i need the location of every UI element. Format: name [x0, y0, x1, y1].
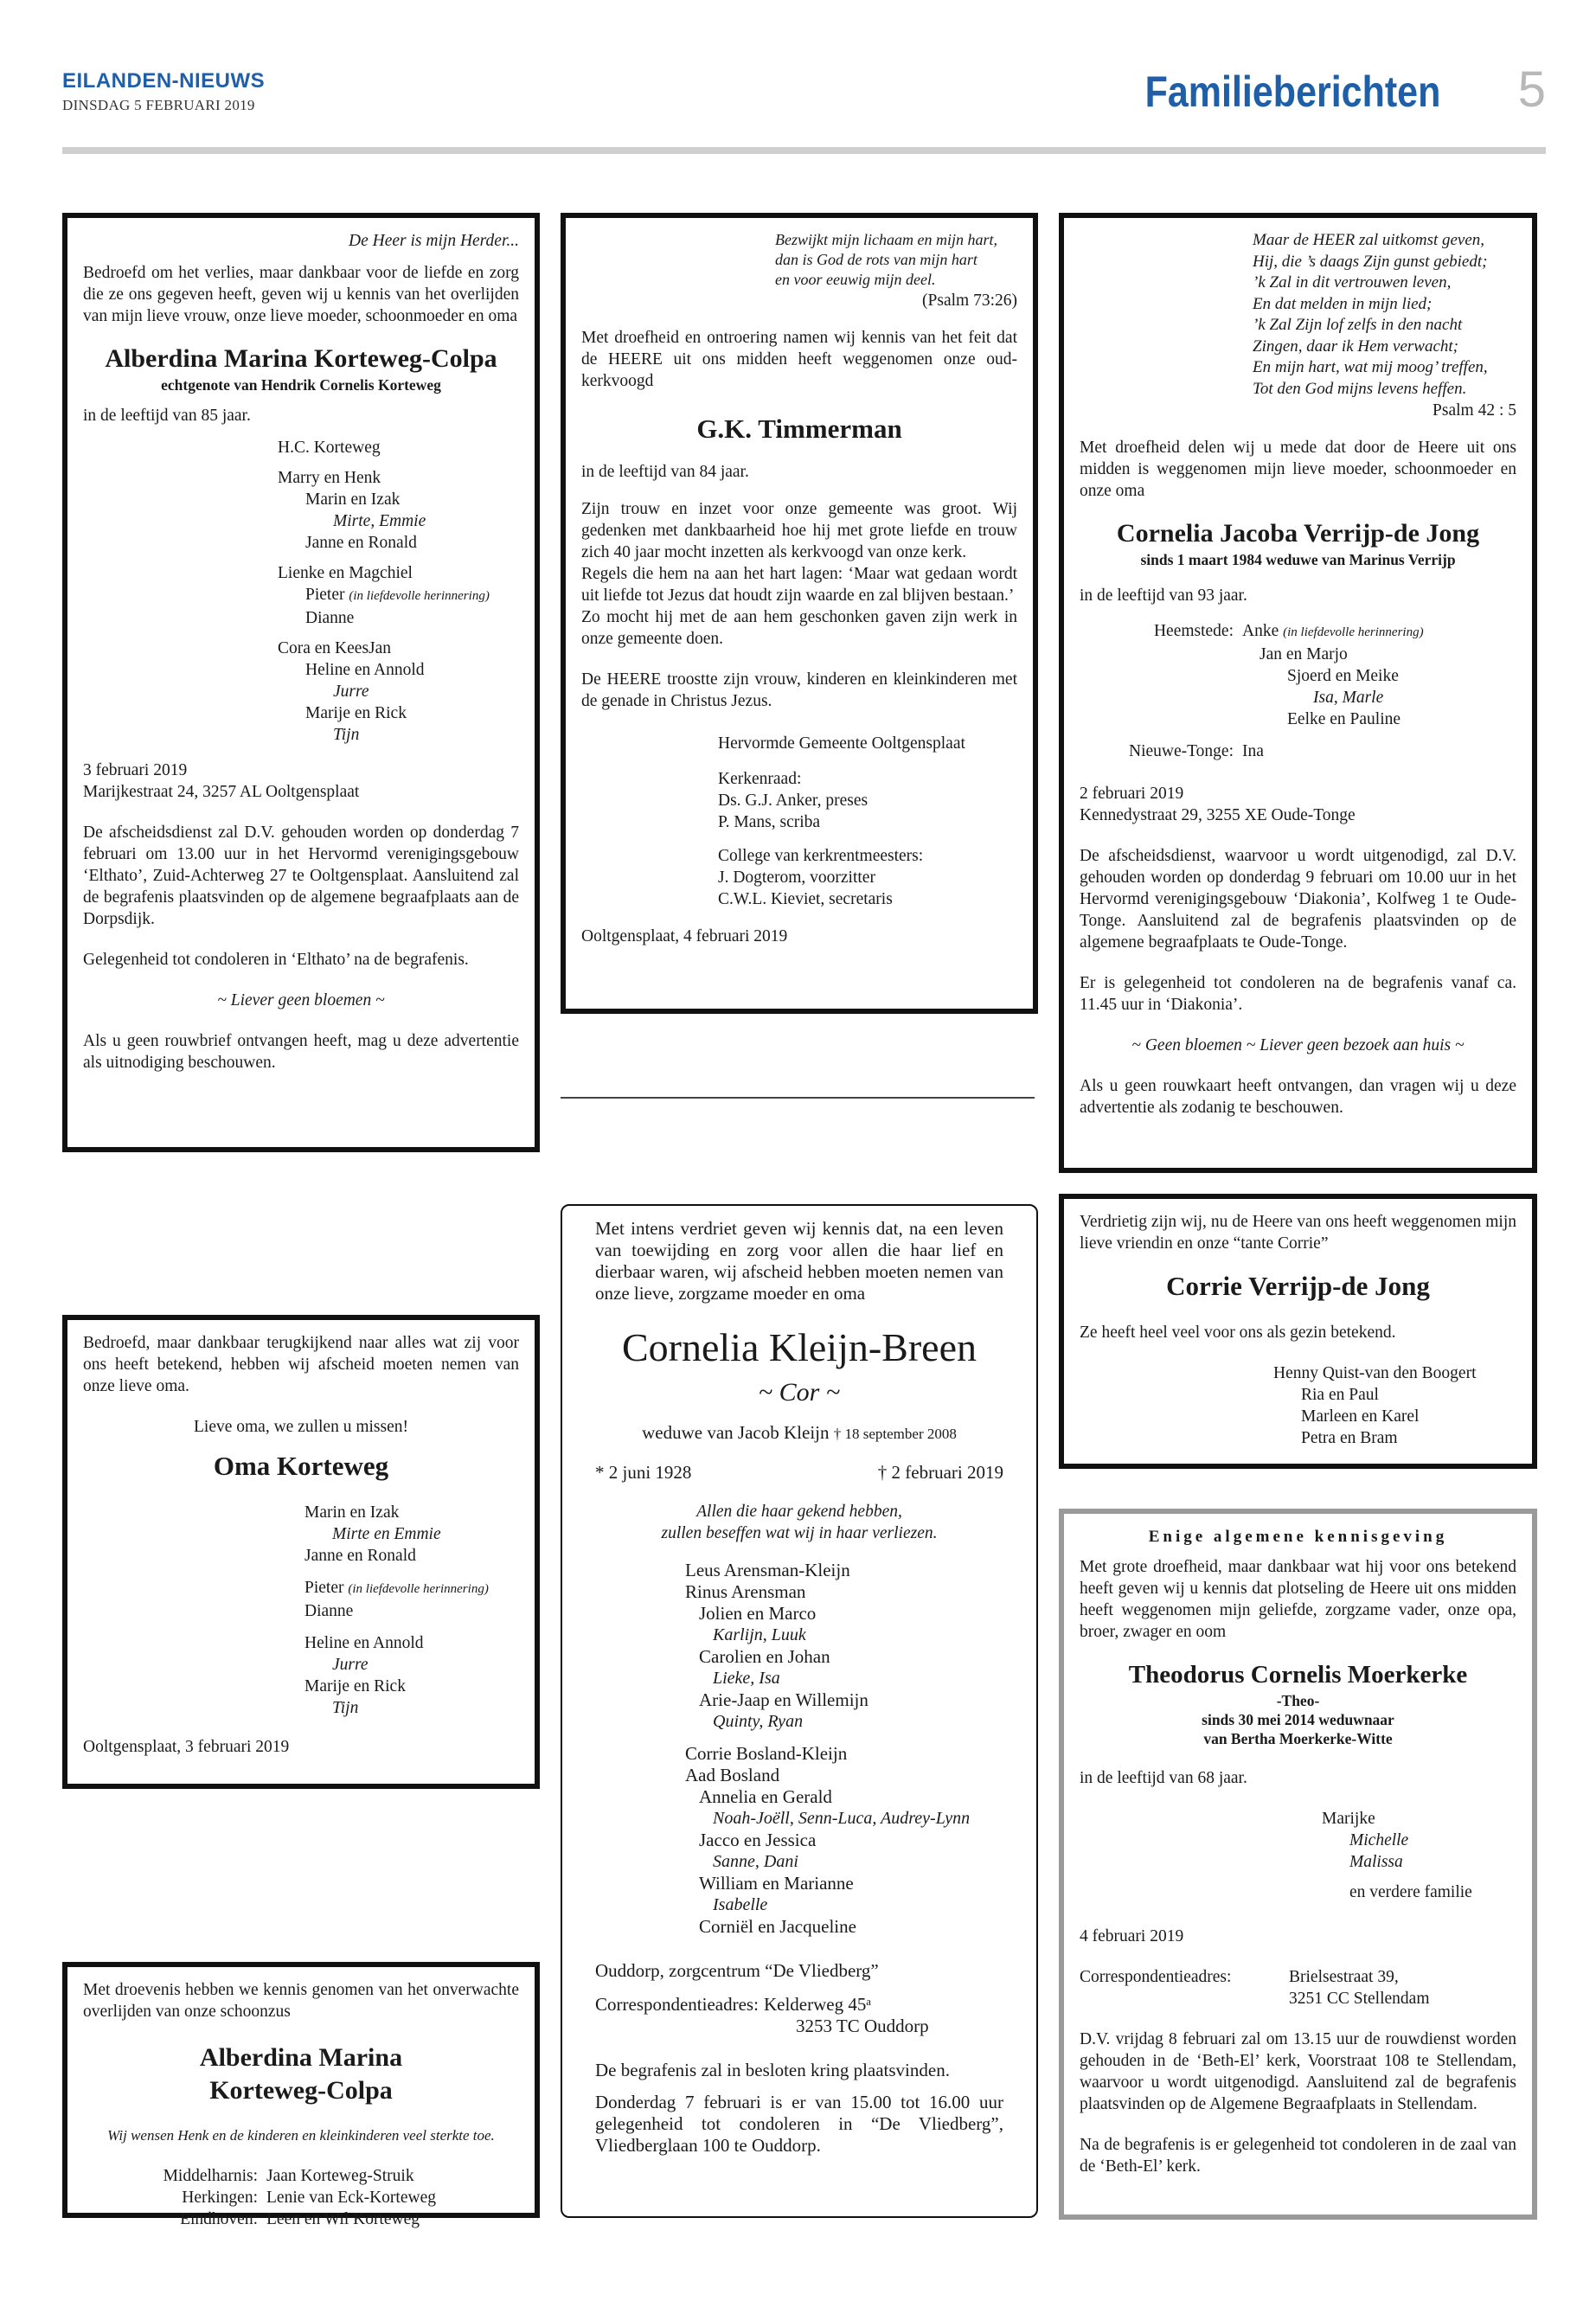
family-group: [278, 638, 519, 746]
family-member: Rinus Arensman: [685, 1581, 806, 1602]
wish-text: Wij wensen Henk en de kinderen en kleinkinderen veel sterkte toe.: [107, 2127, 495, 2144]
verse-line: Zingen, daar ik Hem verwacht;: [1253, 336, 1458, 356]
family-group: [278, 437, 519, 458]
signatory-name: Jaan Korteweg-Struik: [266, 2167, 414, 2185]
age-line: in de leeftijd van 93 jaar.: [1080, 586, 1247, 605]
condolence-korteweg-colpa: [62, 1962, 540, 2228]
extended-family: en verdere familie: [1349, 1883, 1472, 1901]
spouse-line: echtgenote van Hendrik Cornelis Korteweg: [161, 376, 441, 394]
flowers-note: ~ Geen bloemen ~ Liever geen bezoek aan huis ~: [1131, 1036, 1465, 1054]
verse-line: Bezwijkt mijn lichaam en mijn hart,: [775, 231, 997, 248]
widower-line: van Bertha Moerkerke-Witte: [1203, 1730, 1393, 1747]
family-list: [83, 437, 519, 746]
family-group: [278, 467, 519, 554]
family-list: [1080, 1362, 1516, 1449]
quote-line: Allen die haar gekend hebben,: [696, 1503, 902, 1521]
family-member: Jurre: [333, 683, 369, 701]
family-member: Corrie Bosland-Kleijn: [685, 1743, 848, 1764]
verse-line: Tot den God mijns levens heffen.: [1253, 379, 1467, 398]
obituary-moerkerke: [1059, 1509, 1537, 2220]
organization: Hervormde Gemeente Ooltgensplaat: [718, 734, 965, 753]
family-member: Tijn: [332, 1699, 359, 1717]
family-member: Ria en Paul: [1301, 1386, 1379, 1404]
correspondence-label: Correspondentieadres:: [595, 1994, 759, 2015]
family-member: Aad Bosland: [685, 1765, 780, 1785]
family-member: Corniël en Jacqueline: [699, 1916, 856, 1937]
signatory-place: Middelharnis:: [163, 2167, 258, 2185]
service-details: D.V. vrijdag 8 februari zal om 13.15 uur de rouwdienst worden gehouden in de ‘Beth-El’ kerk, Voorstraat 108 te Stellendam, waarvoor u wordt uitgenodigd. Aansluitend zal de begrafenis plaatsvinden op de Algemene Begraafplaats in Stellendam.: [1080, 2030, 1516, 2113]
family-member: Marijke: [1322, 1810, 1375, 1828]
family-member: Leus Arensman-Kleijn: [685, 1560, 850, 1580]
widow-line: [595, 1422, 1003, 1445]
condolence-details: Donderdag 7 februari is er van 15.00 tot 16.00 uur gelegenheid tot condoleren in “De Vliedberg”, Vliedberglaan 100 te Ouddorp.: [595, 2092, 1003, 2156]
family-member: Dianne: [304, 1602, 354, 1620]
intro-text: Met grote droefheid, maar dankbaar wat hij voor ons betekend heeft geven wij u kennis dat plotseling de Heere uit ons midden heeft weggenomen mijn geliefde, zorgzame vader, onze opa, broer, zwager en oom: [1080, 1558, 1516, 1641]
family-member: Janne en Ronald: [304, 1547, 416, 1565]
family-member: Jan en Marjo: [1259, 645, 1348, 663]
verse-line: dan is God de rots van mijn hart: [775, 251, 977, 268]
obituary-kleijn-breen: [561, 1204, 1038, 2218]
family-member: Tijn: [333, 726, 360, 744]
place-date: Ooltgensplaat, 3 februari 2019: [83, 1738, 290, 1756]
family-group: [278, 562, 519, 629]
footer-note: Als u geen rouwkaart heeft ontvangen, dan vragen wij u deze advertentie als zodanig te beschouwen.: [1080, 1077, 1516, 1117]
intro-text: Bedroefd, maar dankbaar terugkijkend naar alles wat zij voor ons heeft betekend, hebben wij afscheid moeten nemen van onze lieve oma.: [83, 1334, 519, 1395]
memorial-note: (in liefdevolle herinnering): [349, 589, 490, 603]
family-list: [1080, 620, 1516, 762]
family-member: Eelke en Pauline: [1287, 710, 1401, 728]
family-member-name: Anke: [1242, 622, 1279, 640]
condolence-details: Gelegenheid tot condoleren in ‘Elthato’ na de begrafenis.: [83, 951, 469, 969]
college-line: C.W.L. Kieviet, secretaris: [718, 890, 893, 908]
psalm-verse: [1080, 230, 1516, 400]
intro-text: Verdrietig zijn wij, nu de Heere van ons heeft weggenomen mijn lieve vriendin en onze “tante Corrie”: [1080, 1213, 1516, 1253]
burial-note: De begrafenis zal in besloten kring plaatsvinden.: [595, 2060, 950, 2080]
deceased-name-line: Korteweg-Colpa: [209, 2076, 393, 2105]
obituary-oma-korteweg: [62, 1315, 540, 1789]
tribute-text: Zijn trouw en inzet voor onze gemeente was groot. Wij gedenken met dankbaarheid hoe hij met grote liefde en trouw zich 40 jaar mocht inzetten als kerkvoogd van onze kerk.: [581, 500, 1017, 561]
deceased-name: Theodorus Cornelis Moerkerke: [1128, 1661, 1468, 1689]
intro-text: Bedroefd om het verlies, maar dankbaar voor de liefde en zorg die ze ons gegeven heeft, geven wij u kennis van het overlijden van mijn lieve vrouw, onze lieve moeder, schoonmoeder en oma: [83, 264, 519, 325]
section-title: Familieberichten: [1144, 67, 1440, 116]
tribute-text: Zo mocht hij met de aan hem geschonken gaven zijn werk in onze gemeente doen.: [581, 608, 1017, 648]
widow-text: weduwe van Jacob Kleijn: [642, 1422, 830, 1443]
family-location-row: [1080, 620, 1516, 644]
deceased-name: G.K. Timmerman: [696, 413, 902, 444]
council-line: Kerkenraad:: [718, 770, 802, 788]
family-member: Quinty, Ryan: [713, 1712, 804, 1731]
family-member: Janne en Ronald: [305, 534, 417, 552]
condolence-details: Na de begrafenis is er gelegenheid tot condoleren in de zaal van de ‘Beth-El’ kerk.: [1080, 2136, 1516, 2176]
signatories: [581, 733, 1017, 910]
verse-line: Maar de HEER zal uitkomst geven,: [1253, 231, 1485, 249]
family-member: Heline en Annold: [305, 661, 425, 679]
comfort-text: De HEERE troostte zijn vrouw, kinderen en kleinkinderen met de genade in Christus Jezus.: [581, 670, 1017, 710]
widow-line: sinds 1 maart 1984 weduwe van Marinus Verrijp: [1140, 551, 1456, 568]
age-line: in de leeftijd van 84 jaar.: [581, 463, 749, 481]
family-member: Mirte, Emmie: [333, 512, 426, 530]
quote-line: zullen beseffen wat wij in haar verliezen.: [661, 1524, 938, 1542]
family-member: [304, 1577, 519, 1600]
place-date: Ooltgensplaat, 4 februari 2019: [581, 927, 788, 945]
nickname: -Theo-: [1276, 1692, 1320, 1709]
notice-heading: Enige algemene kennisgeving: [1148, 1528, 1448, 1546]
family-location-row: [1080, 740, 1516, 762]
header-divider: [62, 147, 1546, 154]
widower-line: sinds 30 mei 2014 weduwnaar: [1202, 1711, 1394, 1728]
family-member: Henny Quist-van den Boogert: [1273, 1364, 1477, 1382]
correspondence-address: [1080, 1966, 1516, 2009]
verse-line: Hij, die ’s daags Zijn gunst gebiedt;: [1253, 252, 1488, 271]
deceased-name: Cornelia Jacoba Verrijp-de Jong: [1116, 519, 1480, 548]
nickname: ~ Cor ~: [758, 1378, 841, 1407]
family-member: Marije en Rick: [304, 1677, 406, 1695]
family-member: Carolien en Johan: [699, 1646, 830, 1667]
signatory-row: [83, 2208, 519, 2230]
notice-date: 3 februari 2019: [83, 761, 188, 779]
family-member: Annelia en Gerald: [699, 1786, 832, 1807]
signatory-place: Eindhoven:: [180, 2210, 258, 2228]
masthead: [62, 71, 265, 114]
tagline: Lieve oma, we zullen u missen!: [193, 1418, 408, 1436]
memorial-note: (in liefdevolle herinnering): [1283, 625, 1424, 639]
verse-reference: (Psalm 73:26): [922, 292, 1017, 310]
council-line: Ds. G.J. Anker, preses: [718, 792, 869, 810]
family-member: Lienke en Magchiel: [278, 564, 413, 582]
family-list: [83, 1502, 519, 1719]
family-member: Jolien en Marco: [699, 1603, 817, 1624]
condolence-details: Er is gelegenheid tot condoleren na de begrafenis vanaf ca. 11.45 uur in ‘Diakonia’.: [1080, 974, 1516, 1014]
address-row: [1080, 1966, 1516, 1988]
widow-date: † 18 september 2008: [833, 1426, 957, 1442]
family-member: Jacco en Jessica: [699, 1830, 817, 1850]
family-member-name: Pieter: [304, 1579, 344, 1597]
correspondence-street: Brielsestraat 39,: [1289, 1968, 1399, 1986]
family-member: Isabelle: [713, 1895, 768, 1914]
footer-note: Als u geen rouwbrief ontvangen heeft, mag u deze advertentie als uitnodiging beschouwen.: [83, 1032, 519, 1072]
family-member: Ina: [1242, 742, 1264, 760]
college-line: College van kerkrentmeesters:: [718, 847, 924, 865]
page-number: 5: [1517, 61, 1546, 118]
family-member: Cora en KeesJan: [278, 639, 392, 657]
place: Ouddorp, zorgcentrum “De Vliedberg”: [595, 1960, 879, 1981]
notice-date: 4 februari 2019: [1080, 1927, 1184, 1945]
location-label: Nieuwe-Tonge:: [1128, 742, 1234, 760]
family-member-name: Pieter: [305, 586, 345, 604]
family-member: Mirte en Emmie: [332, 1525, 441, 1543]
correspondence-label: Correspondentieadres:: [1080, 1968, 1232, 1986]
deceased-name: Alberdina Marina Korteweg-Colpa: [105, 344, 497, 373]
college-block: [718, 845, 1017, 910]
signatory-row: [83, 2165, 519, 2187]
family-member: Isa, Marle: [1313, 689, 1384, 707]
family-member: Malissa: [1349, 1853, 1403, 1871]
death-date: † 2 februari 2019: [877, 1462, 1003, 1483]
verse-line: ’k Zal Zijn lof zelfs in den nacht: [1253, 316, 1463, 334]
verse-line: En dat melden in mijn lied;: [1253, 294, 1433, 313]
life-dates: [595, 1462, 1003, 1484]
obituary-timmerman: [561, 213, 1038, 1014]
family-member: Marin en Izak: [305, 490, 401, 509]
age-line: in de leeftijd van 68 jaar.: [1080, 1769, 1247, 1787]
tribute-text: Regels die hem na aan het hart lagen: ‘Maar wat gedaan wordt uit liefde tot Jezus dat houdt zijn waarde en zal blijven bestaan.’: [581, 565, 1017, 605]
deceased-name: [83, 2041, 519, 2107]
deceased-name-line: Alberdina Marina: [199, 2043, 403, 2072]
service-details: De afscheidsdienst zal D.V. gehouden worden op donderdag 7 februari om 13.00 uur in het Hervormd verenigingsgebouw ‘Elthato’, Zuid-Achterweg 27 te Ooltgensplaat. Aansluitend zal de begrafenis plaatsvinden op de algemene begraafplaats aan de Dorpsdijk.: [83, 824, 519, 928]
council-block: [718, 768, 1017, 833]
quote: [595, 1501, 1003, 1544]
family-member: Noah-Joëll, Senn-Luca, Audrey-Lynn: [713, 1809, 971, 1828]
family-member: Marry en Henk: [278, 469, 381, 487]
verse-reference: Psalm 42 : 5: [1433, 401, 1516, 420]
correspondence-city: 3251 CC Stellendam: [1289, 1990, 1430, 2008]
intro-text: Met intens verdriet geven wij kennis dat, na een leven van toewijding en zorg voor allen die haar lief en dierbaar waren, wij afscheid hebben moeten nemen van onze lieve, zorgzame moeder en oma: [595, 1218, 1003, 1304]
home-address: Marijkestraat 24, 3257 AL Ooltgensplaat: [83, 783, 360, 801]
newspaper-logo[interactable]: EILANDEN-NIEUWS: [62, 69, 266, 93]
family-member: Marleen en Karel: [1301, 1407, 1420, 1426]
family-member: Arie-Jaap en Willemijn: [699, 1689, 869, 1710]
home-address: Kennedystraat 29, 3255 XE Oude-Tonge: [1080, 806, 1356, 824]
signatory-row: [83, 2187, 519, 2208]
correspondence-address: [595, 1994, 1003, 2037]
family-member: Jurre: [332, 1656, 369, 1674]
deceased-name: Oma Korteweg: [213, 1451, 389, 1481]
signatory-name: Lenie van Eck-Korteweg: [266, 2189, 436, 2207]
tribute-text: Ze heeft heel veel voor ons als gezin betekend.: [1080, 1324, 1396, 1342]
family-member: Dianne: [305, 609, 355, 627]
family-member: Marin en Izak: [304, 1503, 400, 1522]
family-member: Michelle: [1349, 1831, 1409, 1849]
issue-date: DINSDAG 5 FEBRUARI 2019: [62, 97, 255, 113]
signatory-name: Leen en Wil Korteweg: [266, 2210, 420, 2228]
family-member: [278, 584, 519, 607]
deceased-name: Cornelia Kleijn-Breen: [621, 1325, 977, 1369]
family-list: [1080, 1808, 1516, 1903]
intro-text: Met droefheid delen wij u mede dat door de Heere uit ons midden is weggenomen mijn lieve moeder, schoonmoeder en onze oma: [1080, 439, 1516, 500]
address-row: [595, 1994, 1003, 2016]
memorial-note: (in liefdevolle herinnering): [348, 1582, 489, 1596]
family-member: Heline en Annold: [304, 1634, 424, 1652]
intro-text: Met droefheid en ontroering namen wij kennis van het feit dat de HEERE uit ons midden heeft weggenomen onze oud-kerkvoogd: [581, 329, 1017, 390]
notice-date: 2 februari 2019: [1080, 785, 1184, 803]
correspondence-street: Kelderweg 45ᵃ: [763, 1994, 872, 2015]
column-separator: [561, 1097, 1035, 1099]
family-member: H.C. Korteweg: [278, 439, 381, 457]
motto: De Heer is mijn Herder...: [349, 232, 519, 250]
family-member: Marije en Rick: [305, 704, 407, 722]
family-member: Sjoerd en Meike: [1287, 667, 1399, 685]
verse-line: ’k Zal in dit vertrouwen leven,: [1253, 273, 1452, 292]
bible-verse: [581, 230, 1017, 290]
family-member: William en Marianne: [699, 1873, 854, 1894]
family-list: [595, 1560, 1003, 1938]
family-member: [1242, 620, 1424, 644]
family-member: Sanne, Dani: [713, 1852, 798, 1871]
signatories: [83, 2165, 519, 2230]
intro-text: Met droevenis hebben we kennis genomen van het onverwachte overlijden van onze schoonzus: [83, 1981, 519, 2021]
verse-line: En mijn hart, wat mij moog’ treffen,: [1253, 358, 1488, 376]
location-label: Heemstede:: [1153, 622, 1234, 640]
obituary-korteweg-colpa: [62, 213, 540, 1152]
signatory-place: Herkingen:: [182, 2189, 258, 2207]
family-member: Lieke, Isa: [713, 1669, 780, 1688]
obituary-verrijp-de-jong: [1059, 213, 1537, 1173]
family-member: Karlijn, Luuk: [713, 1625, 806, 1644]
deceased-name: Corrie Verrijp-de Jong: [1166, 1271, 1430, 1301]
verse-line: en voor eeuwig mijn deel.: [775, 271, 936, 288]
college-line: J. Dogterom, voorzitter: [718, 868, 875, 887]
age-line: in de leeftijd van 85 jaar.: [83, 407, 251, 425]
family-member: Petra en Bram: [1301, 1429, 1398, 1447]
correspondence-city: 3253 TC Ouddorp: [796, 2016, 929, 2036]
service-details: De afscheidsdienst, waarvoor u wordt uitgenodigd, zal D.V. gehouden worden op donderdag 9 februari om 10.00 uur in het Hervormd verenigingsgebouw ‘Diakonia’, Kolfweg 1 te Oude-Tonge. Aansluitend zal de begrafenis plaatsvinden op de algemene begraafplaats te Oude-Tonge.: [1080, 847, 1516, 952]
obituary-corrie-verrijp: [1059, 1194, 1537, 1469]
council-line: P. Mans, scriba: [718, 813, 821, 831]
birth-date: * 2 juni 1928: [595, 1462, 692, 1483]
flowers-note: ~ Liever geen bloemen ~: [217, 991, 385, 1009]
